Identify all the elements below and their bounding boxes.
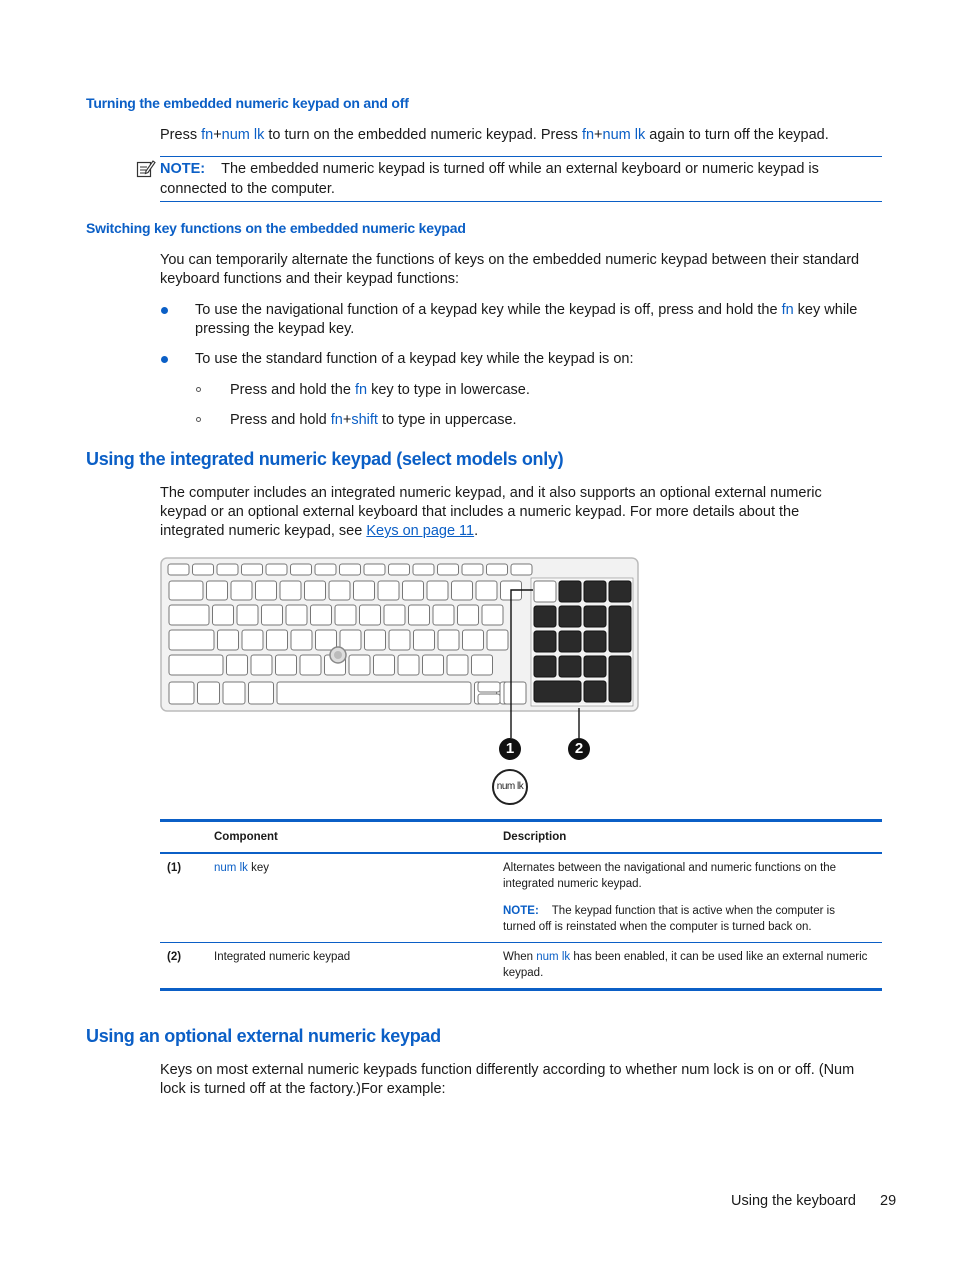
callout-2-badge: 2: [568, 738, 590, 760]
keyboard-key: [384, 605, 405, 625]
sub-bullet-1: [230, 381, 530, 400]
keyboard-key: [218, 630, 239, 650]
keyboard-key: [463, 630, 484, 650]
function-key: [266, 564, 287, 575]
keyboard-key: [256, 581, 277, 600]
keyboard-key: [374, 655, 395, 675]
keyboard-key: [207, 581, 228, 600]
note-line-2: connected to the computer.: [160, 181, 335, 197]
note-line-1: [160, 160, 819, 179]
key-numlk: num lk: [536, 951, 571, 963]
function-key: [438, 564, 459, 575]
table-row-2-component: Integrated numeric keypad: [214, 951, 351, 963]
table-row-1-desc-line-1: Alternates between the navigational and numeric functions on the: [503, 862, 837, 874]
function-key: [315, 564, 336, 575]
function-key: [413, 564, 434, 575]
table-row-1-note-line-2: turned off is reinstated when the computer is turned back on.: [503, 921, 812, 933]
intro-line-2: keyboard functions and their keypad functions:: [160, 271, 460, 287]
text: has been enabled, it can be used like an external numeric: [570, 951, 868, 963]
note-pencil-icon: [136, 159, 156, 179]
text: key to type in lowercase.: [367, 382, 530, 398]
heading-integrated-keypad: Using the integrated numeric keypad (select models only): [86, 449, 564, 469]
text: .: [474, 523, 479, 539]
keyboard-key: [329, 581, 350, 600]
callout-1-badge: 1: [499, 738, 521, 760]
text: to turn on the embedded numeric keypad. Press: [264, 127, 582, 143]
keyboard-key: [223, 682, 245, 704]
keyboard-key: [267, 630, 288, 650]
keyboard-key: [198, 682, 220, 704]
keyboard-key: [452, 581, 473, 600]
keyboard-key: [280, 581, 301, 600]
key-numlk: num lk: [214, 862, 248, 874]
function-key: [340, 564, 361, 575]
external-para-line-1: Keys on most external numeric keypads function differently according to whether num lock is on or off. (Num: [160, 1062, 855, 1078]
table-row-1-note-line-1: [503, 903, 835, 919]
table-top-rule: [160, 819, 882, 822]
plus: +: [342, 412, 352, 428]
sub-bullet-icon: [196, 417, 201, 422]
table-row-1-number: (1): [167, 862, 182, 874]
bullet-icon: [161, 307, 168, 314]
note-top-rule: [160, 156, 882, 157]
keyboard-key: [458, 605, 479, 625]
table-row-1-desc-line-2: integrated numeric keypad.: [503, 878, 642, 890]
keyboard-key: [409, 605, 430, 625]
keypad-key: [609, 581, 631, 602]
table-row-2-desc-line-2: keypad.: [503, 967, 544, 979]
function-key: [462, 564, 483, 575]
keyboard-key: [251, 655, 272, 675]
footer-section-label: Using the keyboard: [731, 1193, 856, 1209]
keyboard-key: [169, 655, 223, 675]
function-key: [242, 564, 263, 575]
key-fn: fn: [581, 127, 595, 143]
keyboard-key: [169, 605, 209, 625]
function-key: [291, 564, 312, 575]
text: key: [247, 862, 269, 874]
keyboard-key: [433, 605, 454, 625]
integrated-para-line-2: keypad or an optional external keyboard that includes a numeric keypad. For more details about the: [160, 504, 800, 520]
plus: +: [213, 127, 222, 143]
keyboard-key: [447, 655, 468, 675]
text: Press and hold the: [230, 382, 355, 398]
heading-switching-key-functions: Switching key functions on the embedded numeric keypad: [86, 220, 466, 236]
keyboard-key: [311, 605, 332, 625]
keypad-plus-key: [609, 606, 631, 652]
key-fn: fn: [781, 302, 794, 318]
integrated-para-line-1: The computer includes an integrated numeric keypad, and it also supports an optional external numeric: [160, 485, 822, 501]
bullet-1-line-2: pressing the keypad key.: [195, 321, 355, 337]
keyboard-key: [227, 655, 248, 675]
function-key: [168, 564, 189, 575]
sub-bullet-2: [230, 411, 517, 430]
external-para-line-2: lock is turned off at the factory.)For example:: [160, 1081, 446, 1097]
keyboard-key: [249, 682, 274, 704]
key-fn: fn: [354, 382, 368, 398]
keyboard-key: [237, 605, 258, 625]
key-fn: fn: [330, 412, 343, 428]
bullet-1-line-1: [195, 301, 857, 320]
keyboard-key: [277, 682, 471, 704]
heading-external-keypad: Using an optional external numeric keypad: [86, 1026, 441, 1046]
table-bottom-rule: [160, 988, 882, 991]
table-row-2-desc-line-1: [503, 949, 867, 965]
paragraph-press-fn-numlk: [160, 126, 829, 145]
function-key: [217, 564, 238, 575]
keyboard-key: [262, 605, 283, 625]
link-keys-page-11[interactable]: Keys on page 11: [366, 523, 475, 539]
note-bottom-rule: [160, 201, 882, 202]
sub-bullet-icon: [196, 387, 201, 392]
keyboard-key: [242, 630, 263, 650]
keyboard-key: [378, 581, 399, 600]
key-shift: shift: [351, 412, 378, 428]
text: to type in uppercase.: [377, 412, 517, 428]
footer-page-number: 29: [880, 1193, 897, 1209]
note-text: The embedded numeric keypad is turned off while an external keyboard or numeric keypad is: [221, 161, 819, 177]
bullet-2: To use the standard function of a keypad key while the keypad is on:: [195, 351, 634, 367]
bullet-icon: [161, 356, 168, 363]
keyboard-key: [169, 682, 194, 704]
keyboard-key: [349, 655, 370, 675]
keypad-enter-key: [609, 656, 631, 702]
key-numlk: num lk: [602, 127, 646, 143]
heading-turning-keypad: Turning the embedded numeric keypad on and off: [86, 95, 409, 111]
keyboard-key: [340, 630, 361, 650]
text: To use the navigational function of a keypad key while the keypad is off, press and hold the: [195, 302, 782, 318]
text: When: [503, 951, 537, 963]
keyboard-key: [291, 630, 312, 650]
table-row-1-component: [214, 860, 269, 876]
keyboard-key: [213, 605, 234, 625]
text: Press and hold: [230, 412, 331, 428]
function-key: [364, 564, 385, 575]
keyboard-key: [398, 655, 419, 675]
numlk-key-icon: num lk: [492, 769, 528, 805]
keyboard-key: [231, 581, 252, 600]
table-header-rule: [160, 852, 882, 854]
keyboard-key: [300, 655, 321, 675]
text: again to turn off the keypad.: [645, 127, 829, 143]
key-numlk: num lk: [221, 127, 265, 143]
table-row-divider: [160, 942, 882, 943]
table-header-component: Component: [214, 831, 278, 843]
table-row-2-number: (2): [167, 951, 182, 963]
keyboard-key: [389, 630, 410, 650]
text: integrated numeric keypad, see: [160, 523, 367, 539]
intro-line-1: You can temporarily alternate the functions of keys on the embedded numeric keypad between their standard: [160, 252, 860, 268]
function-key: [487, 564, 508, 575]
note-label: NOTE:: [503, 905, 539, 917]
keyboard-key: [169, 630, 214, 650]
keyboard-key: [354, 581, 375, 600]
keyboard-key: [438, 630, 459, 650]
plus: +: [594, 127, 603, 143]
keyboard-key: [403, 581, 424, 600]
keyboard-key: [335, 605, 356, 625]
keyboard-key: [276, 655, 297, 675]
keyboard-key: [423, 655, 444, 675]
integrated-para-line-3: [160, 522, 478, 541]
function-key: [511, 564, 532, 575]
text: Press: [160, 127, 202, 143]
keyboard-key: [360, 605, 381, 625]
keyboard-key: [427, 581, 448, 600]
table-header-description: Description: [503, 831, 567, 843]
keyboard-key: [286, 605, 307, 625]
function-key: [389, 564, 410, 575]
keyboard-key: [414, 630, 435, 650]
pointing-stick-center: [334, 651, 342, 659]
note-label: NOTE:: [160, 161, 206, 177]
keyboard-key: [365, 630, 386, 650]
key-fn: fn: [201, 127, 214, 143]
keyboard-key: [169, 581, 203, 600]
text: key while: [793, 302, 858, 318]
function-key: [193, 564, 214, 575]
note-text: The keypad function that is active when the computer is: [551, 905, 835, 917]
keyboard-key: [316, 630, 337, 650]
keyboard-key: [305, 581, 326, 600]
